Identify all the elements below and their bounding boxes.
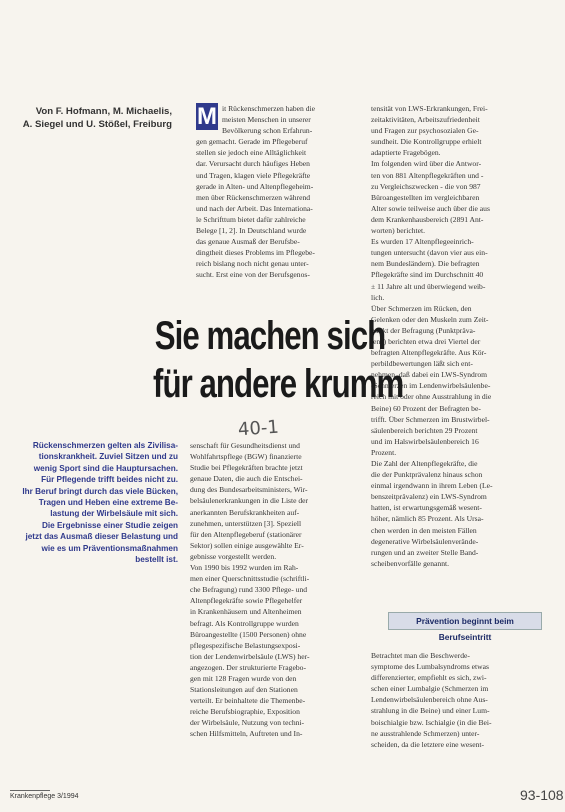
right-text-line: Es wurden 17 Altenpflegeeinrich-	[371, 237, 474, 247]
intro-text-line: und Tragen, klagen viele Pflegekräfte	[196, 170, 311, 180]
right-text-line: die der Punktprävalenz hinaus schon	[371, 470, 483, 480]
middle-text-line: Stationsleitungen auf den Stationen	[190, 685, 298, 695]
handwritten-annotation: 40-1	[237, 416, 280, 441]
right-text-line: Pflegekräfte sind im Durchschnitt 40	[371, 270, 484, 280]
author-line-1: Von F. Hofmann, M. Michaelis,	[35, 106, 172, 117]
right-text-continued-line: schen einer Lumbalgie (Schmerzen im	[371, 684, 489, 694]
lead-line: Die Ergebnisse einer Studie zeigen	[41, 520, 178, 530]
lead-line: lastung der Wirbelsäule mit sich.	[50, 509, 178, 519]
middle-text-line: anerkannten Berufskrankheiten auf-	[190, 507, 300, 517]
intro-text-line: gen gemacht. Gerade im Pflegeberuf	[196, 137, 308, 147]
right-text-line: tungen untersucht (davon vier aus ein-	[371, 248, 488, 258]
middle-text-line: für den Altenpflegeberuf (stationärer	[190, 529, 302, 539]
middle-text-line: Altenpflegekräfte sowie Pflegehelfer	[190, 596, 303, 606]
right-text-line: chen werden in den meisten Fällen	[371, 525, 477, 535]
right-text-continued-line: symptome des Lumbalsyndroms etwas	[371, 662, 489, 672]
middle-text-line: pflegespezifische Belastungsexposi-	[190, 640, 301, 650]
middle-text-line: belsäulenerkrankungen in die Liste der	[190, 496, 309, 506]
section-subheading: Prävention beginnt beim Berufseintritt	[388, 612, 542, 630]
intro-text-line: meisten Menschen in unserer	[222, 115, 311, 125]
right-text-line: säulenbereich berichten 29 Prozent	[371, 425, 478, 435]
middle-text-line: dung des Bundesarbeitsministers, Wir-	[190, 485, 308, 495]
footer-source: Krankenpflege 3/1994	[10, 793, 79, 800]
middle-text-line: tion der Lendenwirbelsäule (LWS) her-	[190, 651, 310, 661]
right-text-line: punkt der Befragung (Punktpräva-	[371, 325, 476, 335]
right-text-line: Prozent.	[371, 447, 397, 457]
right-text-continued-line: Betrachtet man die Beschwerde-	[371, 651, 470, 660]
lead-line: Ihr Beruf bringt durch das viele Bücken,	[22, 486, 178, 496]
headline-line-1: Sie machen sich	[154, 314, 386, 358]
lead-line: Für Pflegende trifft beides nicht zu.	[41, 475, 178, 485]
right-text-line: zeitaktivitäten, Arbeitszufriedenheit	[371, 115, 480, 125]
right-text-line: Die Zahl der Altenpflegekräfte, die	[371, 459, 478, 468]
intro-text-line: stellen sie jedoch eine Alltäglichkeit	[196, 148, 307, 158]
right-text-line: adaptierte Fragebögen.	[371, 148, 441, 158]
lead-line: tionskrankheit. Zuviel Sitzen und zu	[38, 452, 178, 462]
middle-text-line: gen mit 128 Fragen wurde von den	[190, 673, 297, 683]
right-text-line: ± 11 Jahre alt und überwiegend weib-	[371, 281, 486, 291]
right-text-line: Gelenken oder den Muskeln zum Zeit-	[371, 314, 489, 324]
right-text-line: hatten, ist erwartungsgemäß wesent-	[371, 503, 482, 513]
right-text-line: sundheit. Die Kontrollgruppe erhielt	[371, 137, 482, 147]
middle-text-line: genaue Daten, die auch die Entschei-	[190, 474, 303, 484]
footer-rule	[10, 790, 50, 791]
middle-text-line: senschaft für Gesundheitsdienst und	[190, 441, 300, 450]
right-text-line: trifft. Über Schmerzen im Brustwirbel-	[371, 414, 490, 424]
intro-text-line: Bevölkerung schon Erfahrun-	[222, 126, 313, 136]
right-text-continued-line: scheiden, da die letztere eine wesent-	[371, 739, 485, 749]
middle-text-line: in Krankenhäusern und Altenheimen	[190, 607, 302, 617]
right-text-line: Im folgenden wird über die Antwor-	[371, 159, 482, 169]
lead-line: bestellt ist.	[135, 555, 178, 565]
right-text-line: einmal irgendwann in ihrem Leben (Le-	[371, 481, 493, 491]
right-text-line: degenerative Wirbelsäulenverände-	[371, 536, 479, 546]
middle-text-line: angezogen. Der strukturierte Fragebo-	[190, 662, 306, 672]
intro-text-line: dar. Verursacht durch häufiges Heben	[196, 159, 310, 169]
middle-text-line: schen Hilfsmitteln, Auftreten und In-	[190, 729, 303, 739]
right-text-line: Alter sowie teilweise auch über die aus	[371, 203, 490, 213]
middle-text-line: Sektor) sollen einige ausgewählte Er-	[190, 540, 304, 550]
right-text-line: nem Bundesländern). Die befragten	[371, 259, 480, 269]
drop-cap: M	[197, 103, 217, 130]
lead-line: wenig Sport sind die Hauptursachen.	[33, 463, 178, 473]
intro-text-line: Belege [1, 2]. In Deutschland wurde	[196, 226, 307, 236]
page-number: 93-108	[520, 787, 564, 803]
intro-column	[196, 103, 364, 281]
right-column	[371, 103, 543, 569]
intro-text-line: das genaue Ausmaß der Berufsbe-	[196, 237, 300, 247]
author-line-2: A. Siegel und U. Stößel, Freiburg	[22, 119, 172, 130]
lead-paragraph	[10, 440, 178, 565]
middle-text-line: Wohlfahrtspflege (BGW) finanzierte	[190, 452, 302, 462]
right-text-line: und im Halswirbelsäulenbereich 16	[371, 436, 479, 446]
author-byline	[10, 105, 172, 131]
middle-text-line: zunehmen, unterstützen [3]. Speziell	[190, 518, 302, 528]
right-text-line: rungen und an zweiter Stelle Band-	[371, 547, 479, 557]
right-column-continued	[371, 650, 543, 750]
right-text-line: Büroangestellten im vergleichbaren	[371, 192, 480, 202]
middle-text-line: men einer Querschnittsstudie (schriftli-	[190, 574, 310, 584]
lead-line: Rückenschmerzen gelten als Zivilisa-	[32, 441, 178, 450]
right-text-continued-line: ne ausstrahlende Schmerzen) unter-	[371, 728, 480, 738]
right-text-line: befragten Altenpflegekräfte. Aus Kör-	[371, 348, 487, 358]
right-text-line: scheibenvorfälle genannt.	[371, 558, 450, 568]
intro-text-line: it Rückenschmerzen haben die	[222, 104, 315, 113]
intro-text-line: reich bislang noch nicht genau unter-	[196, 259, 309, 269]
intro-text-line: dingtheit dieses Problems im Pflegebe-	[196, 248, 315, 258]
headline-line-2: für andere krumm	[153, 362, 404, 406]
lead-line: wie es um Präventionsmaßnahmen	[41, 543, 178, 553]
intro-text-line: le Schrifttum bietet dafür zahlreiche	[196, 214, 306, 224]
middle-text-line: reiche Berufsbiographie, Exposition	[190, 707, 300, 717]
middle-text-line: Studie bei Pflegekräften brachte jetzt	[190, 463, 303, 473]
lead-line: Tragen und Heben eine extreme Be-	[38, 498, 178, 508]
right-text-line: Beine) 60 Prozent der Befragten be-	[371, 403, 481, 413]
middle-text-line: Büroangestellte (1500 Personen) ohne	[190, 629, 307, 639]
right-text-continued-line: boischialgie bzw. Ischialgie (in die Bei-	[371, 717, 492, 727]
middle-text-line: che Befragung) rund 3300 Pflege- und	[190, 585, 308, 595]
right-text-line: reich mit oder ohne Ausstrahlung in die	[371, 392, 492, 402]
middle-column	[190, 440, 360, 740]
middle-text-line: der Wirbelsäule, Nutzung von techni-	[190, 718, 305, 728]
middle-text-line: befragt. Als Kontrollgruppe wurden	[190, 618, 299, 628]
right-text-continued-line: differenzierter, empfiehlt es sich, zwi-	[371, 673, 487, 683]
right-text-line: Über Schmerzen im Rücken, den	[371, 303, 472, 313]
right-text-line: (Schmerzen im Lendenwirbelsäulenbe-	[371, 381, 491, 391]
intro-text-line: men über Rückenschmerzen während	[196, 192, 311, 202]
right-text-line: lenz) berichten etwa drei Viertel der	[371, 336, 481, 346]
right-text-line: tensität von LWS-Erkrankungen, Frei-	[371, 104, 488, 113]
right-text-continued-line: Lendenwirbelsäulenbereich ohne Aus-	[371, 695, 488, 705]
right-text-continued-line: strahlung in die Beine) und einer Lum-	[371, 706, 490, 716]
right-text-line: nehmen, daß dabei ein LWS-Syndrom	[371, 370, 488, 380]
intro-text-line: gerade in Alten- und Altenpflegeheim-	[196, 181, 314, 191]
lead-line: jetzt das Ausmaß dieser Belastung und	[25, 532, 178, 542]
right-text-line: worten) berichtet.	[371, 226, 425, 236]
right-text-line: zu Vergleichszwecken - die von 987	[371, 181, 481, 191]
right-text-line: ten von 881 Altenpflegekräften und -	[371, 170, 484, 180]
intro-text-line: und nach der Arbeit. Das Internationa-	[196, 203, 313, 213]
right-text-line: perbildbewertungen läßt sich ent-	[371, 359, 473, 369]
middle-text-line: gebnisse vorgestellt werden.	[190, 551, 277, 561]
middle-text-line: Von 1990 bis 1992 wurden im Rah-	[190, 563, 299, 573]
right-text-line: benszeitprävalenz) ein LWS-Syndrom	[371, 492, 487, 502]
right-text-line: höher, nämlich 85 Prozent. Als Ursa-	[371, 514, 484, 524]
middle-text-line: verteilt. Er beinhaltete die Themenbe-	[190, 696, 306, 706]
right-text-line: dem Krankenhausbereich (2891 Ant-	[371, 214, 484, 224]
intro-text-line: sucht. Erst eine von der Berufsgenos-	[196, 270, 310, 280]
right-text-line: und Fragen zur psychosozialen Ge-	[371, 126, 479, 136]
right-text-line: lich.	[371, 292, 385, 302]
